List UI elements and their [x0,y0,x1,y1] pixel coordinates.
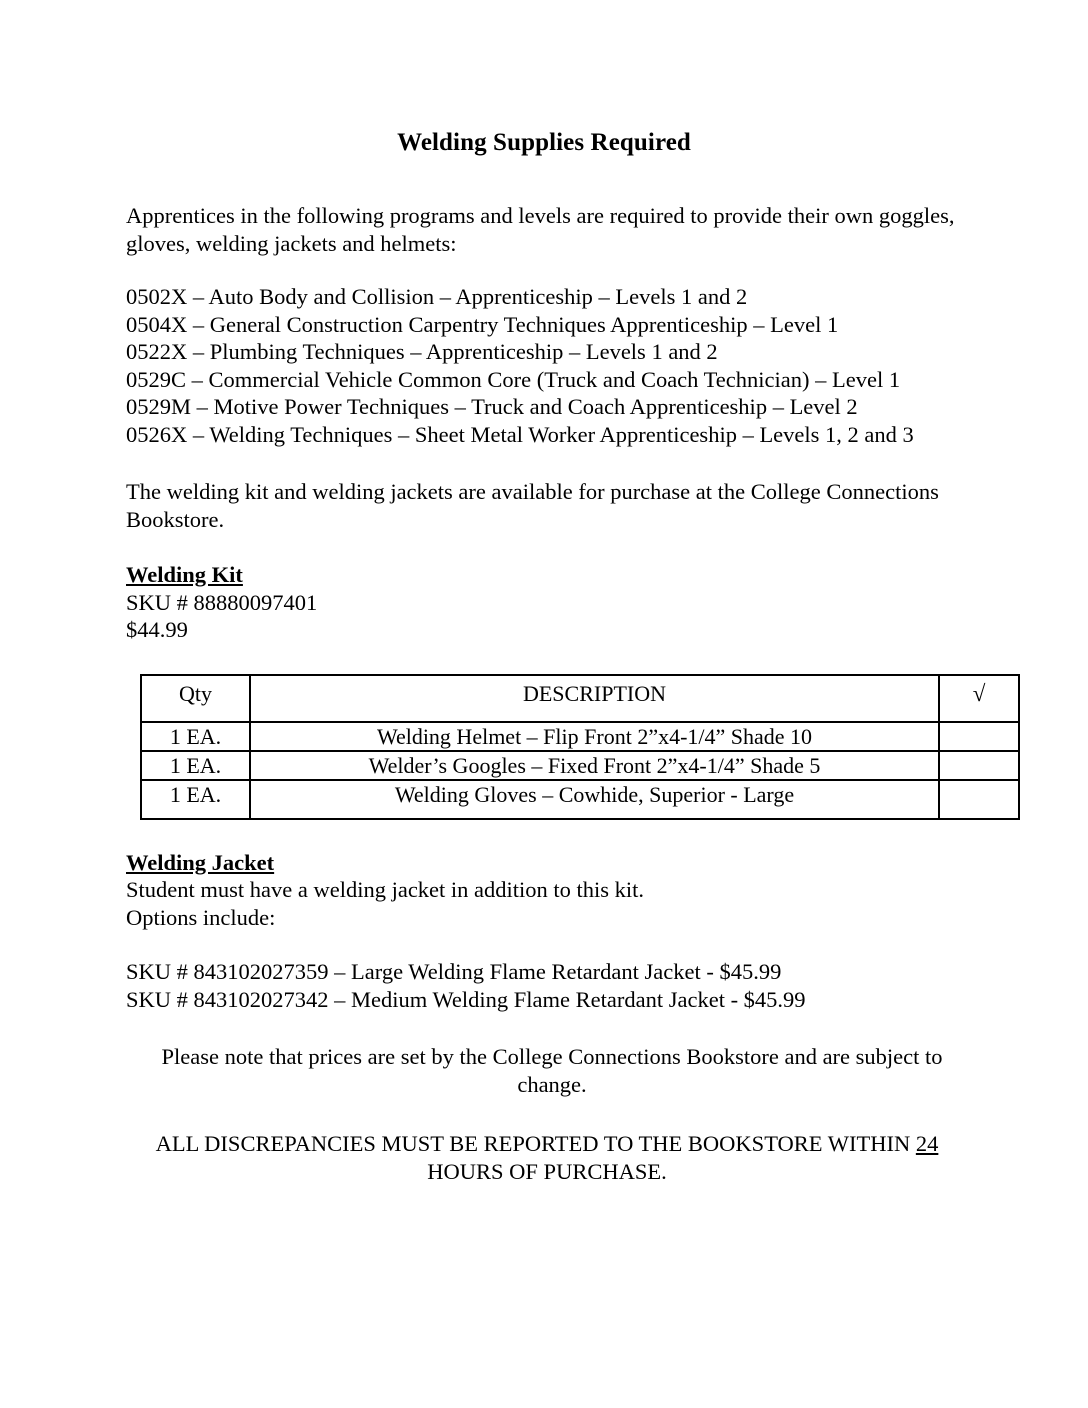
availability-paragraph: The welding kit and welding jackets are available for purchase at the College Connections Bookstore. [126,479,939,532]
page-title: Welding Supplies Required [397,129,691,156]
spacer [126,158,962,202]
welding-jacket-requirement: Student must have a welding jacket in addition to this kit. [126,877,645,902]
list-item: 0522X – Plumbing Techniques – Apprenticeship – Levels 1 and 2 [126,339,718,364]
spacer [126,1013,962,1043]
spacer [126,820,962,849]
spacer [126,1098,962,1130]
cell-check[interactable] [939,751,1019,780]
cell-qty: 1 EA. [141,722,250,751]
cell-check[interactable] [939,780,1019,819]
table-row [141,751,1019,780]
jacket-option-large: SKU # 843102027359 – Large Welding Flame Retardant Jacket - $45.99 [126,959,782,984]
welding-kit-table [140,674,1020,820]
discrepancy-notice [126,1130,962,1186]
list-item: 0529C – Commercial Vehicle Common Core (Truck and Coach Technician) – Level 1 [126,366,901,392]
welding-kit-heading: Welding Kit [126,562,243,587]
cell-qty: 1 EA. [141,780,250,819]
program-list [126,283,962,448]
spacer [126,533,962,561]
notice-text-part1: ALL DISCREPANCIES MUST BE REPORTED TO THE BOOKSTORE WITHIN [155,1131,916,1156]
price-note: Please note that prices are set by the College Connections Bookstore and are subject to change. [161,1044,943,1097]
spacer [126,931,962,958]
document-body [126,0,986,1186]
spacer [126,448,962,478]
table-row [141,780,1019,819]
cell-qty: 1 EA. [141,751,250,780]
table-header-row [141,675,1019,722]
list-item: 0504X – General Construction Carpentry Techniques Apprenticeship – Level 1 [126,311,839,337]
intro-paragraph: Apprentices in the following programs and levels are required to provide their own goggles, gloves, welding jackets and helmets: [126,203,955,256]
welding-jacket-section [126,849,962,932]
cell-check[interactable] [939,722,1019,751]
spacer [126,644,962,674]
cell-description: Welder’s Googles – Fixed Front 2”x4-1/4” Shade 5 [250,751,939,780]
list-item: 0526X – Welding Techniques – Sheet Metal Worker Apprenticeship – Levels 1, 2 and 3 [126,421,914,447]
column-header-checkmark-icon: √ [939,675,1019,722]
table-row [141,722,1019,751]
welding-jacket-heading: Welding Jacket [126,849,275,875]
column-header-qty: Qty [141,675,250,722]
list-item: 0502X – Auto Body and Collision – Apprenticeship – Levels 1 and 2 [126,284,748,309]
cell-description: Welding Gloves – Cowhide, Superior - Large [250,780,939,819]
welding-kit-sku: SKU # 88880097401 [126,589,318,615]
welding-kit-price: $44.99 [126,617,188,642]
list-item: 0529M – Motive Power Techniques – Truck and Coach Apprenticeship – Level 2 [126,394,858,419]
welding-kit-section [126,561,962,644]
notice-hours-underlined: 24 [915,1131,939,1156]
welding-jacket-options [126,958,962,1013]
jacket-option-medium: SKU # 843102027342 – Medium Welding Flame Retardant Jacket - $45.99 [126,986,806,1012]
spacer [126,257,962,283]
welding-jacket-options-label: Options include: [126,904,276,930]
column-header-description: DESCRIPTION [250,675,939,722]
notice-text-part2: HOURS OF PURCHASE. [427,1159,667,1184]
cell-description: Welding Helmet – Flip Front 2”x4-1/4” Shade 10 [250,722,939,751]
